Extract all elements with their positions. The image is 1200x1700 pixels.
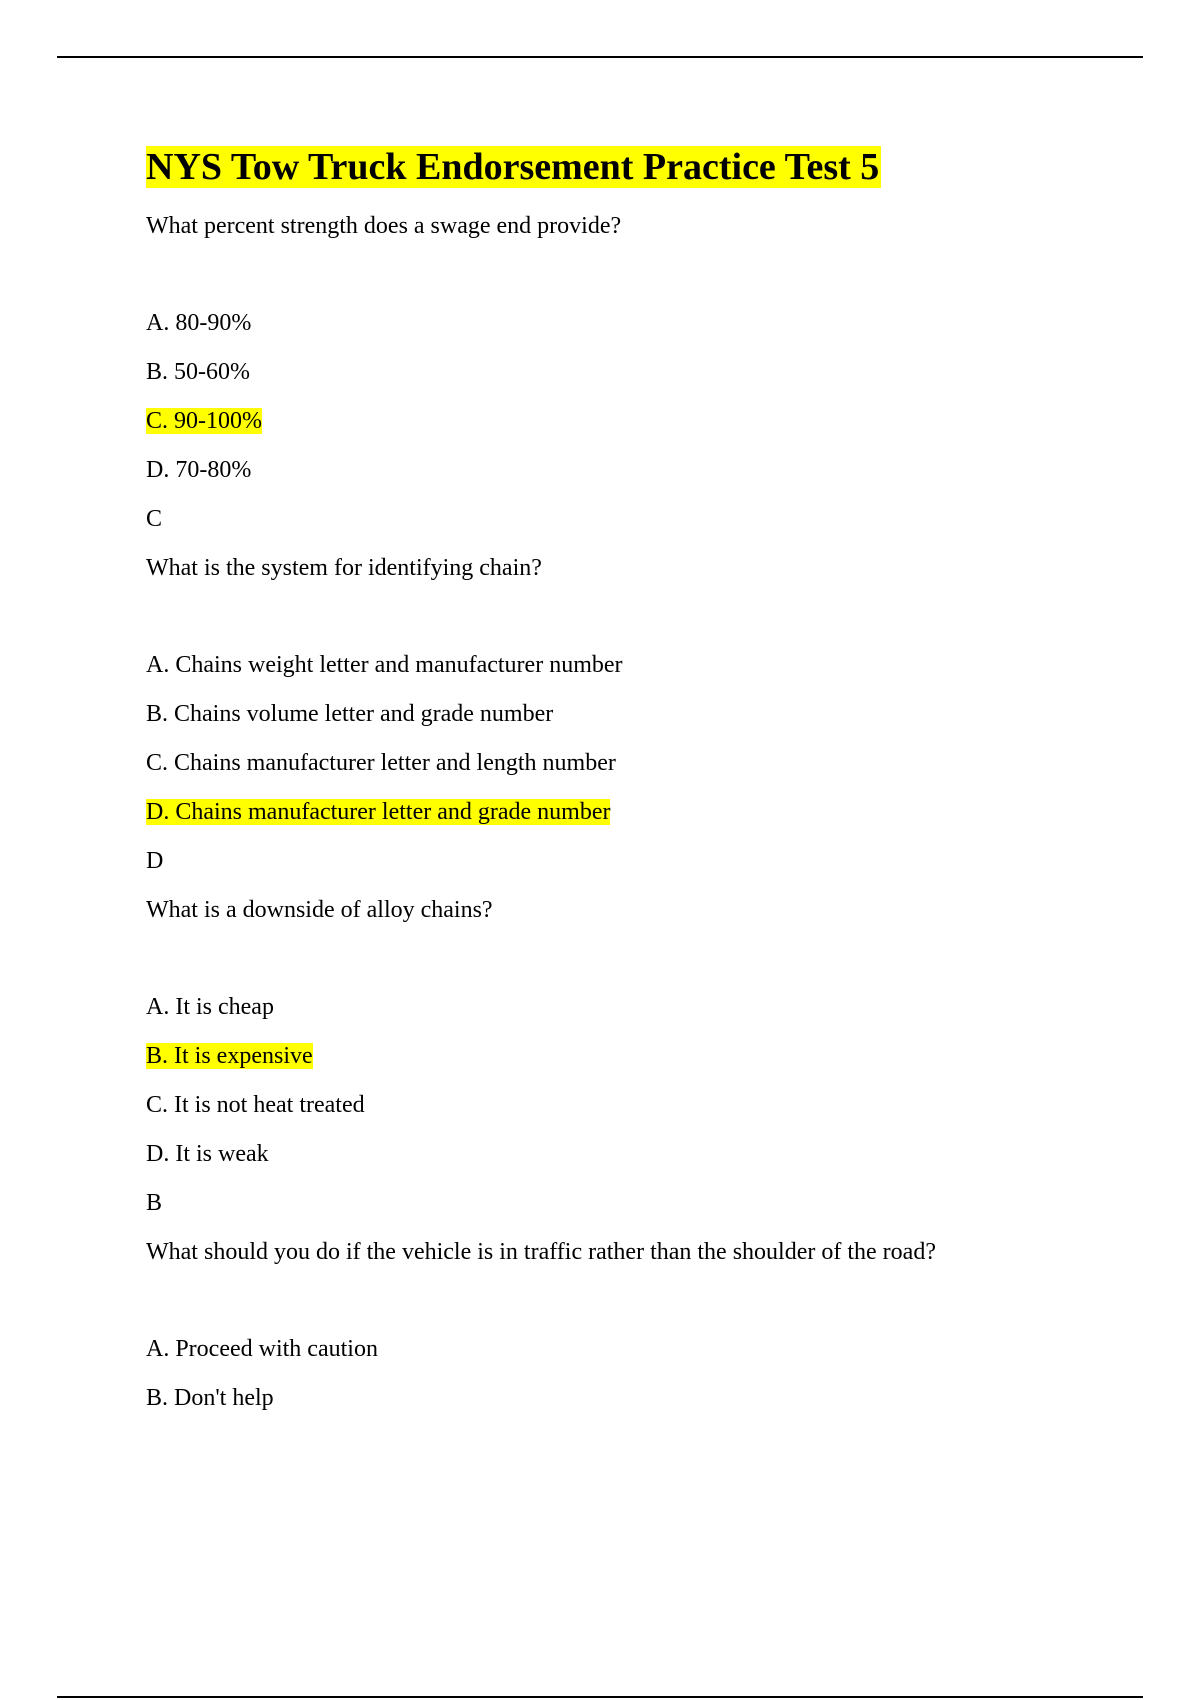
document-title-text: NYS Tow Truck Endorsement Practice Test 5 [146, 146, 880, 188]
answer-option: B. Chains volume letter and grade number [146, 701, 554, 727]
header-rule [57, 56, 1143, 58]
answer-option-highlighted: C. 90-100% [146, 408, 262, 434]
answer-key: D [146, 848, 164, 874]
answer-option: D. It is weak [146, 1141, 269, 1167]
question-spacer [146, 935, 1126, 983]
question-block [146, 886, 1126, 1228]
answer-option: B. Don't help [146, 1385, 274, 1411]
question-text: What should you do if the vehicle is in traffic rather than the shoulder of the road? [146, 1239, 936, 1265]
answer-option: D. 70-80% [146, 457, 252, 483]
question-text: What is the system for identifying chain? [146, 555, 542, 581]
answer-option-highlighted: D. Chains manufacturer letter and grade number [146, 799, 611, 825]
answer-option: A. Proceed with caution [146, 1336, 378, 1362]
answer-option: A. It is cheap [146, 994, 274, 1020]
question-spacer [146, 251, 1126, 299]
answer-option: B. 50-60% [146, 359, 250, 385]
answer-option: C. Chains manufacturer letter and length number [146, 750, 616, 776]
answer-option: A. 80-90% [146, 310, 252, 336]
question-text: What is a downside of alloy chains? [146, 897, 493, 923]
answer-key: C [146, 506, 163, 532]
answer-key: B [146, 1190, 163, 1216]
document-title [146, 144, 1126, 190]
document-body [146, 144, 1126, 1423]
footer-rule [57, 1696, 1143, 1698]
question-block [146, 544, 1126, 886]
question-spacer [146, 593, 1126, 641]
question-spacer [146, 1277, 1126, 1325]
question-block [146, 1228, 1126, 1423]
answer-option: A. Chains weight letter and manufacturer number [146, 652, 623, 678]
question-text: What percent strength does a swage end provide? [146, 213, 622, 239]
answer-option-highlighted: B. It is expensive [146, 1043, 313, 1069]
question-block [146, 202, 1126, 544]
answer-option: C. It is not heat treated [146, 1092, 365, 1118]
